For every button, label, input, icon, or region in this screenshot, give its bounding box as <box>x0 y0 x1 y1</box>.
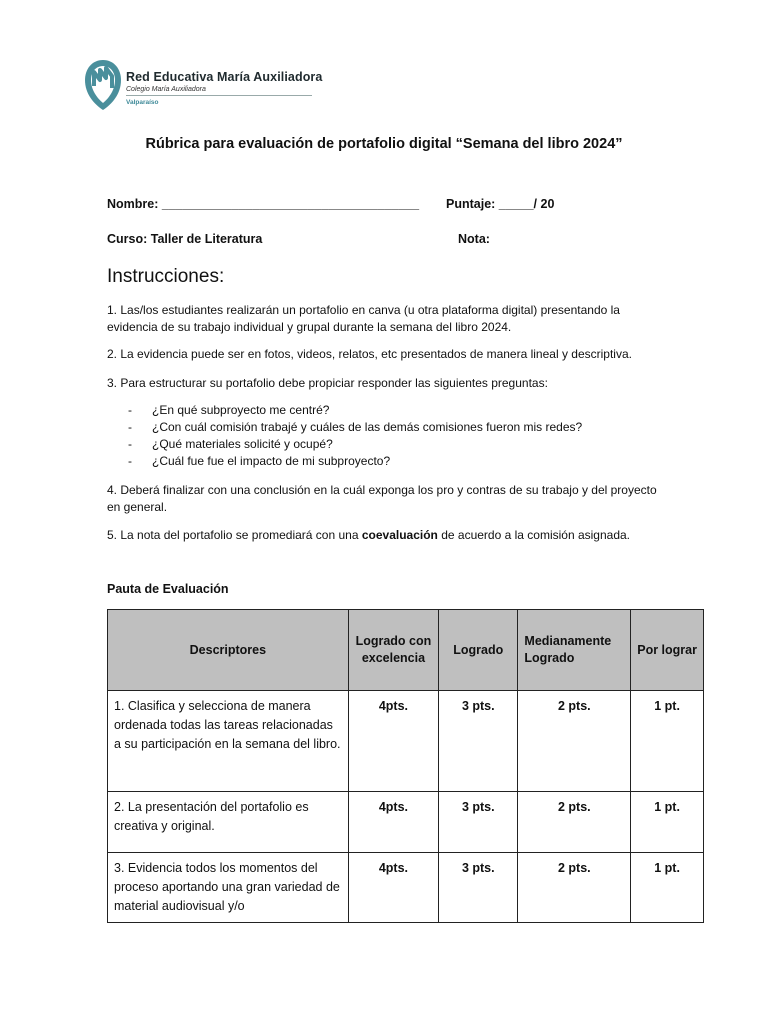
question-text: ¿Cuál fue fue el impacto de mi subproyecto? <box>152 454 391 468</box>
cell-logrado: 3 pts. <box>439 853 518 923</box>
cell-logrado: 3 pts. <box>439 792 518 853</box>
instruction-5-bold: coevaluación <box>361 528 438 542</box>
logo-school-name: Colegio María Auxiliadora <box>126 86 206 93</box>
bullet-dash: - <box>128 420 132 434</box>
cell-excelencia: 4pts. <box>348 691 438 792</box>
list-item <box>128 436 582 453</box>
cell-por-lograr: 1 pt. <box>631 853 704 923</box>
cell-medianamente: 2 pts. <box>518 792 631 853</box>
instruction-5-end: de acuerdo a la comisión asignada. <box>437 528 630 542</box>
instruction-4: 4. Deberá finalizar con una conclusión en la cuál exponga los pro y contras de su trabajo y del proyecto en general. <box>107 483 657 514</box>
instruction-5 <box>107 527 667 544</box>
header-descriptores: Descriptores <box>108 610 349 691</box>
row-descriptor: 1. Clasifica y selecciona de manera ordenada todas las tareas relacionadas a su participación en la semana del libro. <box>108 691 349 792</box>
school-logo <box>84 58 324 112</box>
nombre-field: Nombre: _____________________________________ <box>107 197 420 211</box>
list-item <box>128 453 582 470</box>
rubric-table <box>107 609 704 923</box>
table-header-row <box>108 610 704 691</box>
header-medianamente: Medianamente Logrado <box>518 610 631 691</box>
table-row <box>108 792 704 853</box>
bullet-dash: - <box>128 454 132 468</box>
question-text: ¿Con cuál comisión trabajé y cuáles de las demás comisiones fueron mis redes? <box>152 420 583 434</box>
nota-field: Nota: <box>458 232 490 246</box>
list-item <box>128 419 582 436</box>
instructions-heading: Instrucciones: <box>107 266 225 287</box>
row-descriptor: 3. Evidencia todos los momentos del proceso aportando una gran variedad de material audiovisual y/o <box>108 853 349 923</box>
instruction-3: 3. Para estructurar su portafolio debe propiciar responder las siguientes preguntas: <box>107 376 548 390</box>
list-item <box>128 402 582 419</box>
cell-logrado: 3 pts. <box>439 691 518 792</box>
header-por-lograr: Por lograr <box>631 610 704 691</box>
cell-medianamente: 2 pts. <box>518 853 631 923</box>
questions-list <box>128 402 582 470</box>
cell-excelencia: 4pts. <box>348 853 438 923</box>
cell-medianamente: 2 pts. <box>518 691 631 792</box>
bullet-dash: - <box>128 403 132 417</box>
curso-field: Curso: Taller de Literatura <box>107 232 263 246</box>
table-row <box>108 853 704 923</box>
table-row <box>108 691 704 792</box>
cell-excelencia: 4pts. <box>348 792 438 853</box>
instruction-2: 2. La evidencia puede ser en fotos, videos, relatos, etc presentados de manera lineal y descriptiva. <box>107 347 632 361</box>
header-logrado: Logrado <box>439 610 518 691</box>
question-text: ¿Qué materiales solicité y ocupé? <box>152 437 333 451</box>
logo-network-name: Red Educativa María Auxiliadora <box>126 70 323 84</box>
instruction-5-start: 5. La nota del portafolio se promediará con una <box>107 528 362 542</box>
cell-por-lograr: 1 pt. <box>631 792 704 853</box>
logo-divider <box>126 95 312 96</box>
bullet-dash: - <box>128 437 132 451</box>
puntaje-field: Puntaje: _____/ 20 <box>446 197 555 211</box>
question-text: ¿En qué subproyecto me centré? <box>152 403 330 417</box>
cell-por-lograr: 1 pt. <box>631 691 704 792</box>
pauta-title: Pauta de Evaluación <box>107 582 229 596</box>
row-descriptor: 2. La presentación del portafolio es creativa y original. <box>108 792 349 853</box>
logo-emblem-icon <box>84 58 122 112</box>
document-title: Rúbrica para evaluación de portafolio digital “Semana del libro 2024” <box>145 136 623 152</box>
instruction-1: 1. Las/los estudiantes realizarán un portafolio en canva (u otra plataforma digital) presentando la evidencia de su trabajo individual y grupal durante la semana del libro 2024. <box>107 303 620 334</box>
header-excelencia: Logrado con excelencia <box>348 610 438 691</box>
logo-city: Valparaíso <box>126 99 159 106</box>
